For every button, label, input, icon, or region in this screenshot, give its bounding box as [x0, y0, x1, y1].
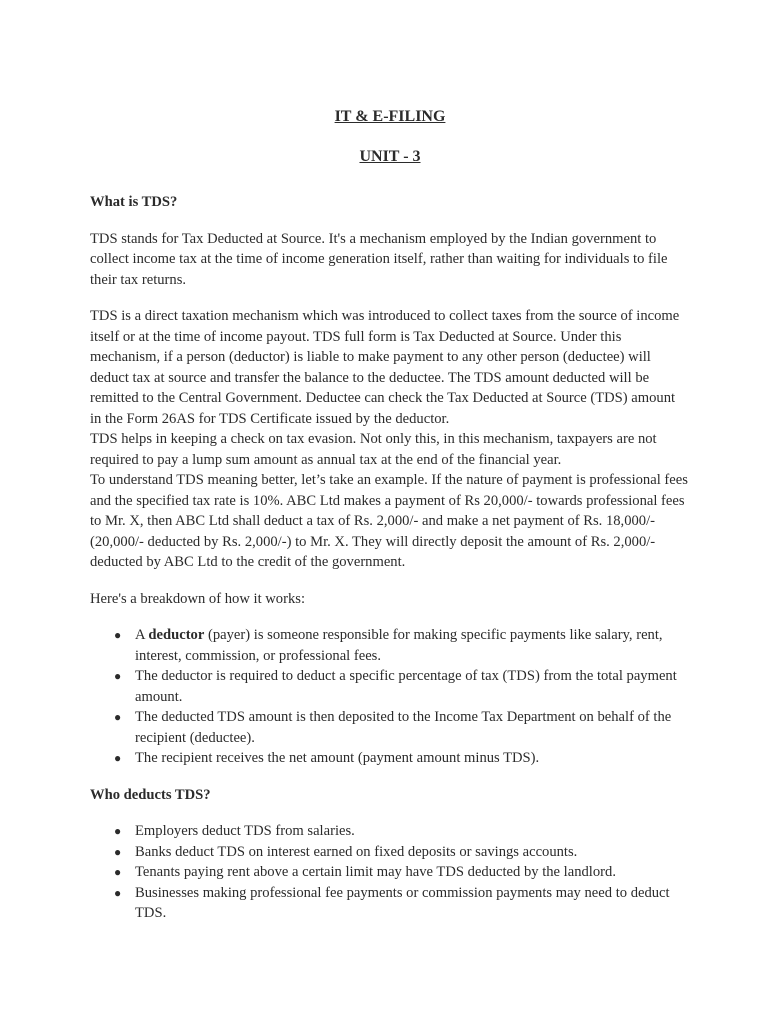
paragraph-tds-example: To understand TDS meaning better, let’s take an example. If the nature of payment is professional fees and the specified tax rate is 10%. ABC Ltd makes a payment of Rs 20,000/- towards professional fees to Mr. X, then ABC Ltd shall deduct a tax of Rs. 2,000/- and make a net payment of Rs. 18,000/- (20,000/- deducted by Rs. 2,000/-) to Mr. X. They will directly deposit the amount of Rs. 2,000/- deducted by ABC Ltd to the credit of the government.: [90, 472, 688, 570]
document-title: IT & E-FILING: [334, 108, 446, 125]
list-item-text: Employers deduct TDS from salaries.: [135, 823, 355, 839]
paragraph-breakdown-intro: Here's a breakdown of how it works:: [90, 590, 305, 607]
bullet-icon: ●: [114, 710, 122, 724]
section-heading-what-is-tds: What is TDS?: [90, 194, 178, 210]
list-item: [90, 821, 690, 842]
paragraph-tds-definition: TDS stands for Tax Deducted at Source. It's a mechanism employed by the Indian government to collect income tax at the time of income generation itself, rather than waiting for individuals to file their tax returns.: [90, 230, 668, 288]
bullet-icon: ●: [114, 885, 122, 900]
bullet-icon: ●: [114, 669, 122, 683]
list-item: [90, 666, 690, 707]
list-item: [90, 748, 690, 769]
list-item-prefix: A: [135, 627, 149, 643]
list-item-text: The deductor is required to deduct a specific percentage of tax (TDS) from the total payment amount.: [135, 668, 677, 705]
list-item-text: The recipient receives the net amount (payment amount minus TDS).: [135, 750, 540, 766]
bullet-icon: ●: [114, 844, 122, 859]
bullet-icon: ●: [114, 751, 122, 765]
list-item-text: Tenants paying rent above a certain limit may have TDS deducted by the landlord.: [135, 864, 616, 880]
bullet-icon: ●: [114, 865, 122, 879]
who-deducts-list: [90, 821, 690, 924]
unit-title: UNIT - 3: [359, 148, 421, 165]
list-item-text: Banks deduct TDS on interest earned on fixed deposits or savings accounts.: [135, 843, 578, 860]
list-item: [90, 842, 690, 863]
paragraph-tds-evasion: TDS helps in keeping a check on tax evasion. Not only this, in this mechanism, taxpayers are not required to pay a lump sum amount as annual tax at the end of the financial year.: [90, 431, 657, 468]
list-item: [90, 707, 690, 748]
section-heading-who-deducts-tds: Who deducts TDS?: [90, 786, 211, 803]
list-item-text: The deducted TDS amount is then deposited to the Income Tax Department on behalf of the recipient (deductee).: [135, 709, 672, 746]
paragraph-tds-mechanism: TDS is a direct taxation mechanism which was introduced to collect taxes from the source of income itself or at the time of income payout. TDS full form is Tax Deducted at Source. Under this mechanism, if a person (deductor) is liable to make payment to any other person (deductee) will deduct tax at source and transfer the balance to the deductee. The TDS amount deducted will be remitted to the Central Government. Deductee can check the Tax Deducted at Source (TDS) amount in the Form 26AS for TDS Certificate issued by the deductor.: [90, 308, 680, 427]
list-item: [90, 883, 690, 924]
list-item-text: (payer) is someone responsible for making specific payments like salary, rent, interest, commission, or professional fees.: [135, 627, 663, 664]
list-item-text: Businesses making professional fee payments or commission payments may need to deduct TDS.: [135, 884, 670, 921]
document-body: [90, 106, 690, 924]
bullet-icon: ●: [114, 628, 122, 642]
bullet-icon: ●: [114, 824, 122, 838]
breakdown-list: [90, 625, 690, 769]
list-item-bold-term: deductor: [148, 627, 205, 643]
list-item: [90, 625, 690, 666]
list-item: [90, 862, 690, 883]
